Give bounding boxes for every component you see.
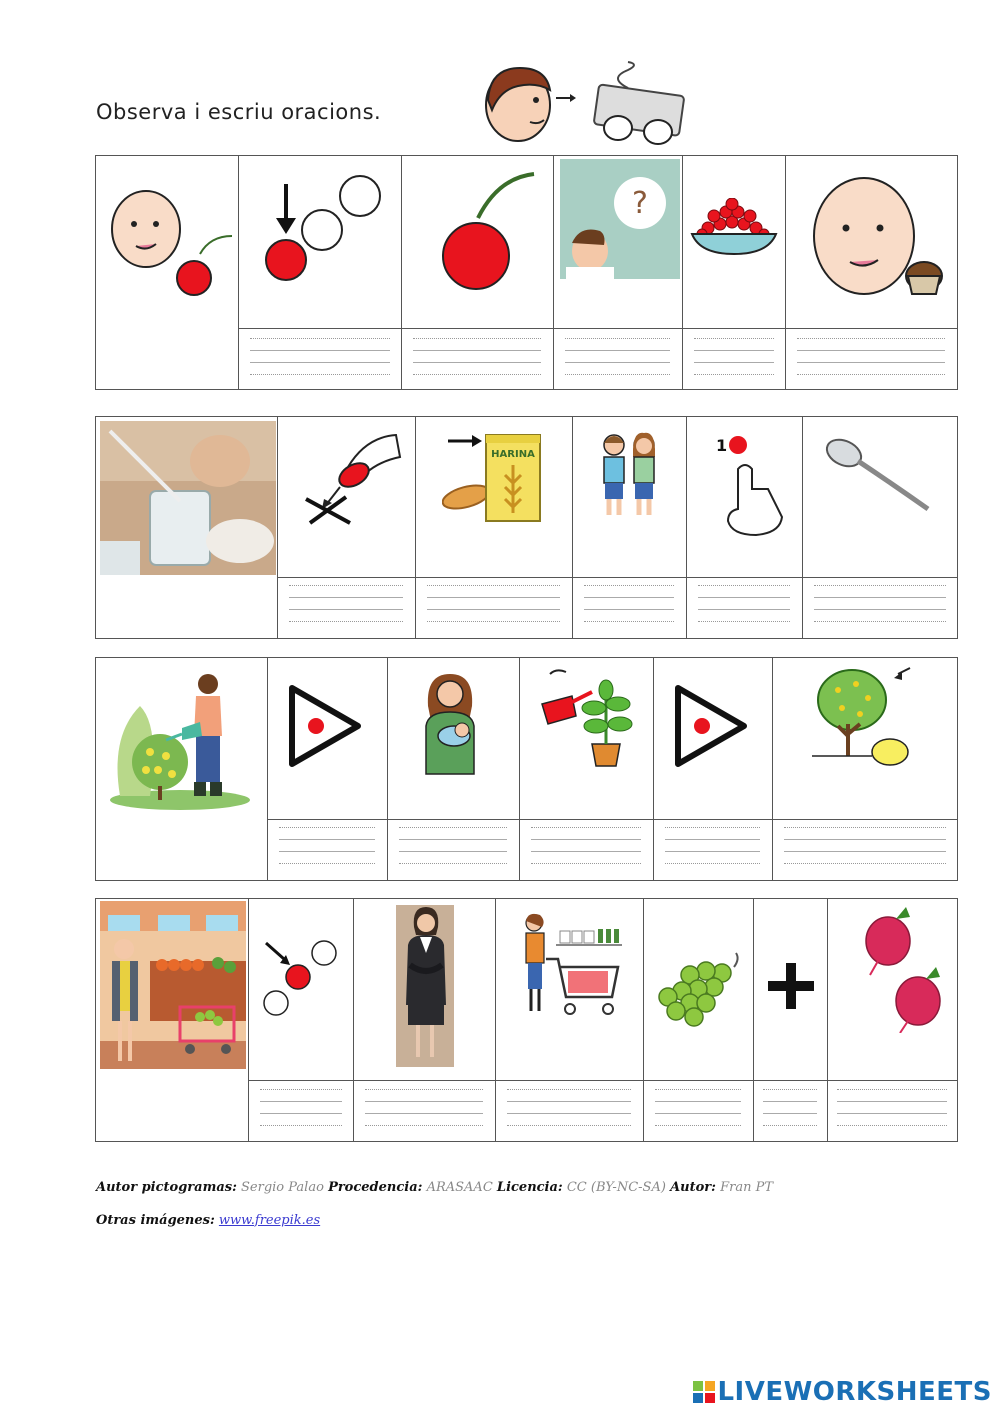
woman-shopping-market-picture	[100, 901, 246, 1069]
plus-icon	[766, 961, 816, 1011]
cherry-picture	[418, 168, 540, 290]
credit-value: Sergio Palao	[241, 1180, 324, 1195]
face-tasting-dessert-picture	[802, 172, 950, 302]
credit-label: Otras imágenes:	[96, 1213, 215, 1228]
watering-plant-pictogram	[536, 664, 636, 768]
exercise-1	[95, 155, 958, 390]
woman-watering-tree-picture	[110, 666, 260, 814]
exercise-3	[95, 657, 958, 881]
liveworksheets-logo[interactable]	[693, 1377, 992, 1407]
writing-lines[interactable]	[584, 585, 674, 633]
radishes-picture	[860, 905, 950, 1033]
writing-lines[interactable]	[399, 827, 507, 875]
writing-lines[interactable]	[698, 585, 790, 633]
this-one-pictogram	[256, 164, 386, 294]
freepik-link[interactable]: www.freepik.es	[218, 1213, 321, 1228]
writing-lines[interactable]	[655, 1089, 741, 1137]
businesswoman-picture	[396, 905, 454, 1067]
exercise-2	[95, 416, 958, 639]
writing-lines[interactable]	[413, 338, 541, 386]
mother-with-baby-pictogram	[412, 666, 488, 776]
face-tasting-cherry-picture	[104, 174, 232, 302]
writing-lines[interactable]	[763, 1089, 817, 1137]
credits-line-2	[96, 1213, 320, 1228]
writing-lines[interactable]	[665, 827, 760, 875]
thinking-man-picture	[560, 159, 680, 279]
exercise-4	[95, 898, 958, 1142]
liveworksheets-mark-icon	[693, 1380, 715, 1402]
past-tense-pictogram	[286, 684, 366, 768]
lemon-tree-pictogram	[812, 664, 922, 768]
number-one: 1	[716, 436, 728, 455]
writing-lines[interactable]	[260, 1089, 342, 1137]
writing-lines[interactable]	[279, 827, 375, 875]
that-one-pictogram	[262, 933, 342, 1019]
flour-package-picture	[442, 425, 546, 525]
credit-label: Licencia:	[496, 1180, 563, 1195]
harina-label: HARINA	[491, 449, 535, 460]
writing-lines[interactable]	[250, 338, 390, 386]
mixing-flour-photo	[100, 421, 276, 575]
one-finger-pictogram	[708, 429, 788, 539]
credit-label: Autor:	[670, 1180, 716, 1195]
spoon-picture	[824, 435, 934, 515]
writing-lines[interactable]	[507, 1089, 631, 1137]
writing-lines[interactable]	[797, 338, 945, 386]
svg-text:?: ?	[632, 186, 648, 221]
bowl-of-cherries-picture	[688, 198, 780, 258]
writing-lines[interactable]	[694, 338, 774, 386]
writing-lines[interactable]	[289, 585, 403, 633]
grapes-picture	[656, 951, 748, 1027]
writing-lines[interactable]	[837, 1089, 947, 1137]
writing-lines[interactable]	[814, 585, 946, 633]
credit-label: Procedencia:	[328, 1180, 423, 1195]
credit-value: CC (BY-NC-SA)	[566, 1180, 666, 1195]
header-pictograms	[478, 60, 688, 150]
past-tense-pictogram	[672, 684, 752, 768]
writing-lines[interactable]	[531, 827, 641, 875]
credit-value: Fran PT	[720, 1180, 773, 1195]
writing-lines[interactable]	[427, 585, 560, 633]
children-pictogram	[590, 429, 668, 519]
credit-value: ARASAAC	[426, 1180, 493, 1195]
brand-text: LIVEWORKSHEETS	[717, 1377, 992, 1407]
credits-line-1	[96, 1180, 773, 1195]
writing-lines[interactable]	[565, 338, 670, 386]
credit-label: Autor pictogramas:	[96, 1180, 237, 1195]
look-and-type-icon	[478, 60, 688, 150]
writing-lines[interactable]	[784, 827, 946, 875]
add-pictogram	[296, 427, 406, 527]
page-title: Observa i escriu oracions.	[96, 100, 382, 124]
writing-lines[interactable]	[365, 1089, 483, 1137]
shopping-cart-pictogram	[516, 911, 626, 1023]
